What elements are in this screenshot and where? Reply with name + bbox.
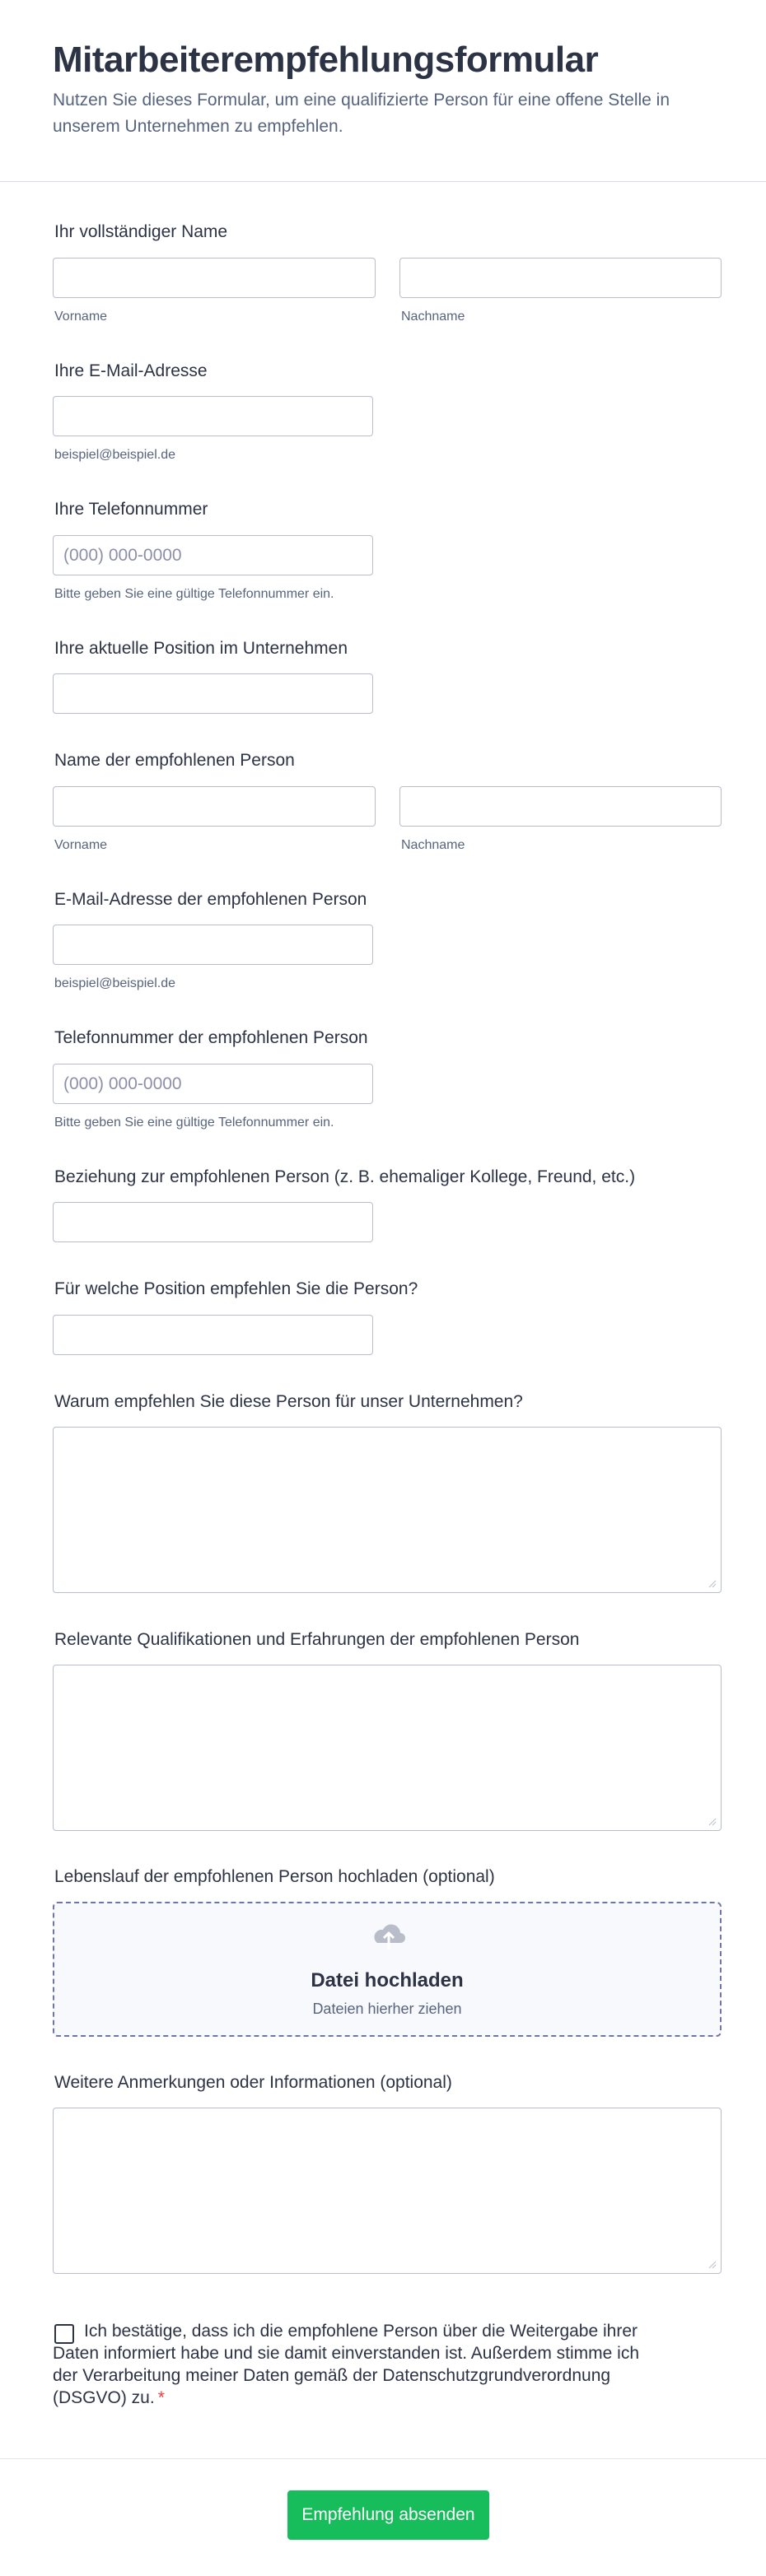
email-sublabel: beispiel@beispiel.de (54, 448, 175, 462)
cloud-upload-icon (369, 1922, 409, 1953)
referral-first-name-sublabel: Vorname (54, 838, 108, 852)
form-header (0, 0, 766, 182)
footer-divider (0, 2458, 766, 2459)
referral-email-input[interactable] (53, 925, 373, 965)
submit-button[interactable]: Empfehlung absenden (287, 2490, 489, 2540)
referral-phone-sublabel: Bitte geben Sie eine gültige Telefonnummer ein. (54, 1116, 334, 1130)
relationship-label: Beziehung zur empfohlenen Person (z. B. ehemaliger Kollege, Freund, etc.) (54, 1167, 636, 1186)
why-textarea[interactable] (53, 1427, 722, 1593)
referral-phone-placeholder: (000) 000-0000 (63, 1074, 182, 1093)
referral-phone-input[interactable] (53, 1064, 373, 1104)
email-label: Ihre E-Mail-Adresse (54, 361, 208, 380)
qualifications-textarea[interactable] (53, 1665, 722, 1831)
resize-handle-icon[interactable] (708, 1580, 717, 1588)
required-marker: * (157, 2388, 165, 2407)
form-title: Mitarbeiterempfehlungsformular (53, 40, 599, 80)
file-upload-dropzone[interactable] (53, 1902, 722, 2037)
consent-text: Ich bestätige, dass ich die empfohlene Person über die Weitergabe ihrer Daten informiert habe und sie damit einverstanden ist. Außerdem stimme ich der Verarbeitung meiner Daten gemäß der Datenschutzgrundverordnung (DSGVO) zu. (53, 2322, 640, 2407)
resume-label: Lebenslauf der empfohlenen Person hochladen (optional) (54, 1867, 495, 1886)
first-name-input[interactable] (53, 258, 376, 298)
position-label: Ihre aktuelle Position im Unternehmen (54, 639, 348, 658)
position-input[interactable] (53, 673, 373, 714)
last-name-input[interactable] (399, 258, 722, 298)
consent-label (53, 2320, 654, 2409)
target-position-input[interactable] (53, 1315, 373, 1355)
email-input[interactable] (53, 396, 373, 436)
form-subtitle: Nutzen Sie dieses Formular, um eine qualifizierte Person für eine offene Stelle in unserem Unternehmen zu empfehlen. (53, 91, 670, 136)
upload-hint: Dateien hierher ziehen (312, 2001, 462, 2017)
referral-last-name-sublabel: Nachname (401, 838, 465, 852)
target-position-label: Für welche Position empfehlen Sie die Person? (54, 1279, 418, 1298)
phone-placeholder: (000) 000-0000 (63, 546, 182, 565)
upload-button[interactable]: Datei hochladen (311, 1969, 464, 1991)
notes-textarea[interactable] (53, 2108, 722, 2274)
referral-last-name-input[interactable] (399, 786, 722, 827)
resize-handle-icon[interactable] (708, 1818, 717, 1826)
first-name-sublabel: Vorname (54, 310, 108, 324)
phone-label: Ihre Telefonnummer (54, 500, 208, 519)
phone-input[interactable] (53, 535, 373, 575)
referral-phone-label: Telefonnummer der empfohlenen Person (54, 1028, 368, 1047)
referral-email-sublabel: beispiel@beispiel.de (54, 976, 175, 990)
notes-label: Weitere Anmerkungen oder Informationen (optional) (54, 2073, 452, 2092)
referral-first-name-input[interactable] (53, 786, 376, 827)
why-label: Warum empfehlen Sie diese Person für unser Unternehmen? (54, 1392, 523, 1411)
referral-email-label: E-Mail-Adresse der empfohlenen Person (54, 890, 367, 909)
last-name-sublabel: Nachname (401, 310, 465, 324)
full-name-label: Ihr vollständiger Name (54, 222, 228, 241)
phone-sublabel: Bitte geben Sie eine gültige Telefonnummer ein. (54, 587, 334, 601)
qualifications-label: Relevante Qualifikationen und Erfahrungen der empfohlenen Person (54, 1630, 580, 1649)
referral-name-label: Name der empfohlenen Person (54, 751, 295, 770)
relationship-input[interactable] (53, 1202, 373, 1242)
resize-handle-icon[interactable] (708, 2261, 717, 2269)
